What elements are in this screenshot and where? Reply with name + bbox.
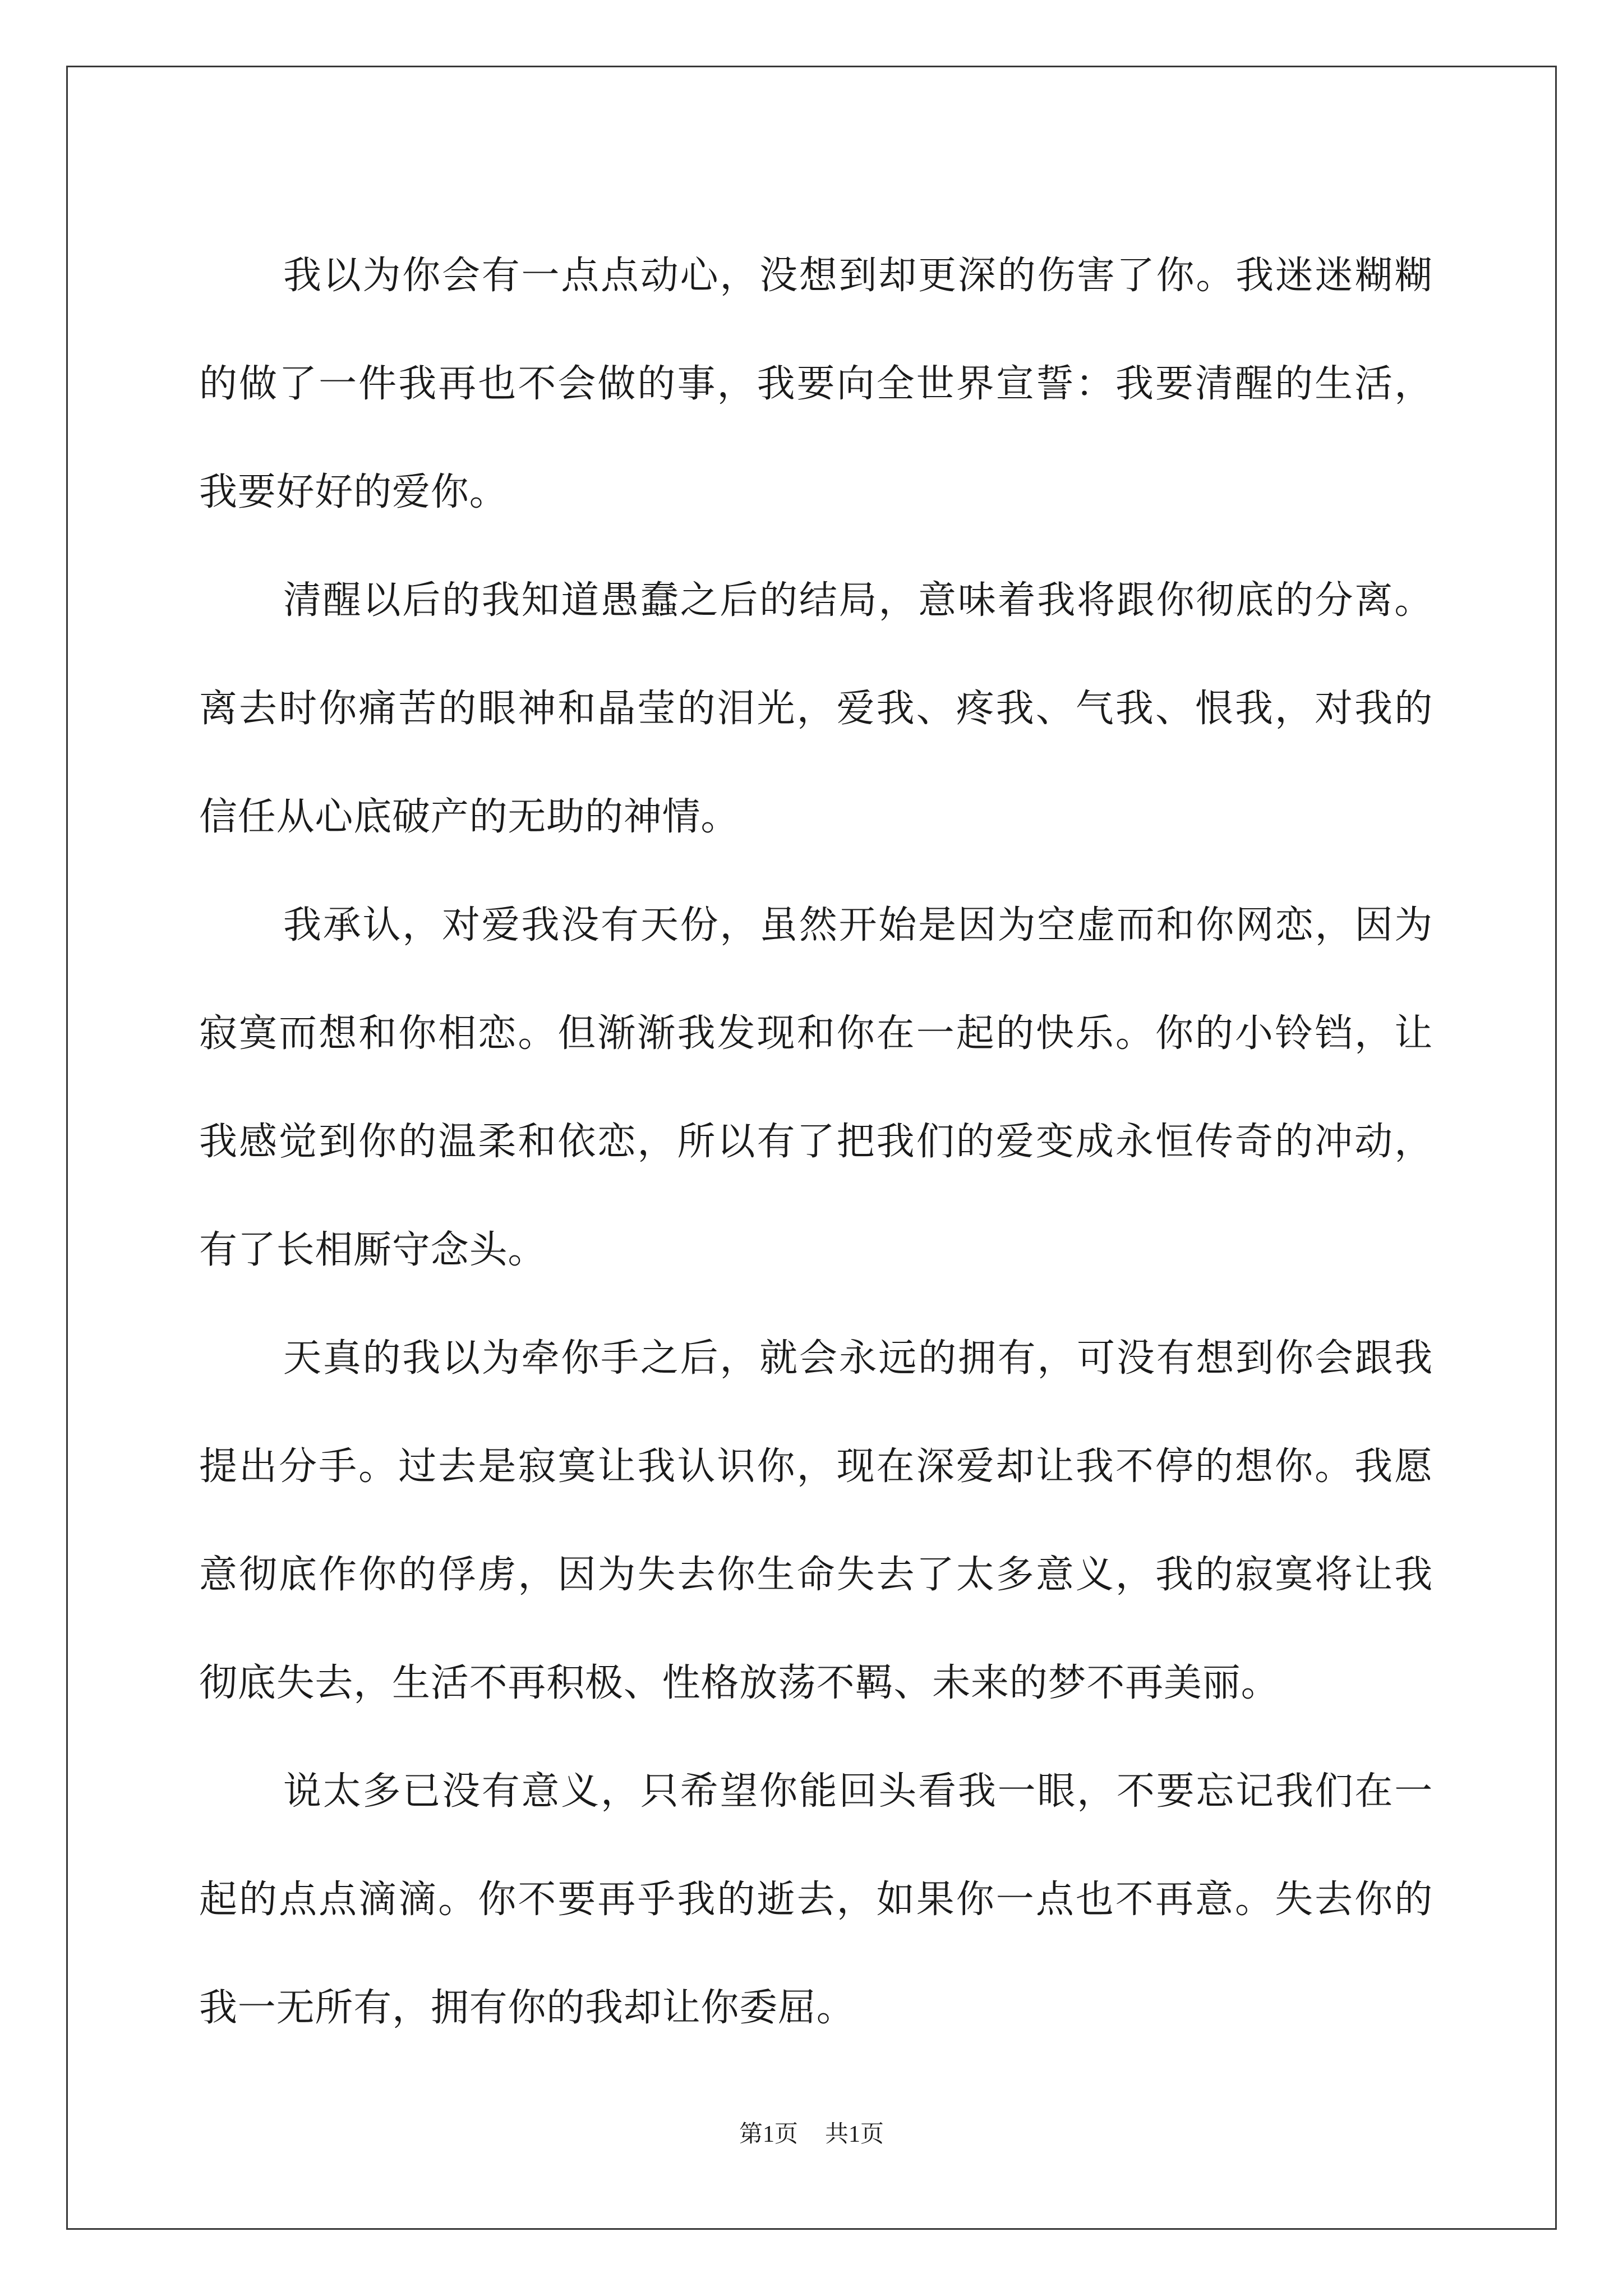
document-body [199,222,1433,2062]
page-number-current: 第1页 [739,2122,798,2147]
paragraph-3: 我承认，对爱我没有天份，虽然开始是因为空虚而和你网恋，因为寂寞而想和你相恋。但渐渐我发现和你在一起的快乐。你的小铃铛，让我感觉到你的温柔和依恋，所以有了把我们的爱变成永恒传奇的冲动，有了长相厮守念头。 [199,903,1433,1272]
paragraph-4: 天真的我以为牵你手之后，就会永远的拥有，可没有想到你会跟我提出分手。过去是寂寞让我认识你，现在深爱却让我不停的想你。我愿意彻底作你的俘虏，因为失去你生命失去了太多意义，我的寂寞将让我彻底失去，生活不再积极、性格放荡不羁、未来的梦不再美丽。 [199,1336,1433,1705]
paragraph-5: 说太多已没有意义，只希望你能回头看我一眼，不要忘记我们在一起的点点滴滴。你不要再乎我的逝去，如果你一点也不再意。失去你的我一无所有，拥有你的我却让你委屈。 [199,1769,1433,2030]
page-footer [0,2118,1623,2151]
paragraph-1: 我以为你会有一点点动心，没想到却更深的伤害了你。我迷迷糊糊的做了一件我再也不会做的事，我要向全世界宣誓：我要清醒的生活，我要好好的爱你。 [199,254,1433,514]
page-number-total: 共1页 [825,2122,884,2147]
paragraph-2: 清醒以后的我知道愚蠢之后的结局，意味着我将跟你彻底的分离。离去时你痛苦的眼神和晶莹的泪光，爱我、疼我、气我、恨我，对我的信任从心底破产的无助的神情。 [199,578,1433,839]
